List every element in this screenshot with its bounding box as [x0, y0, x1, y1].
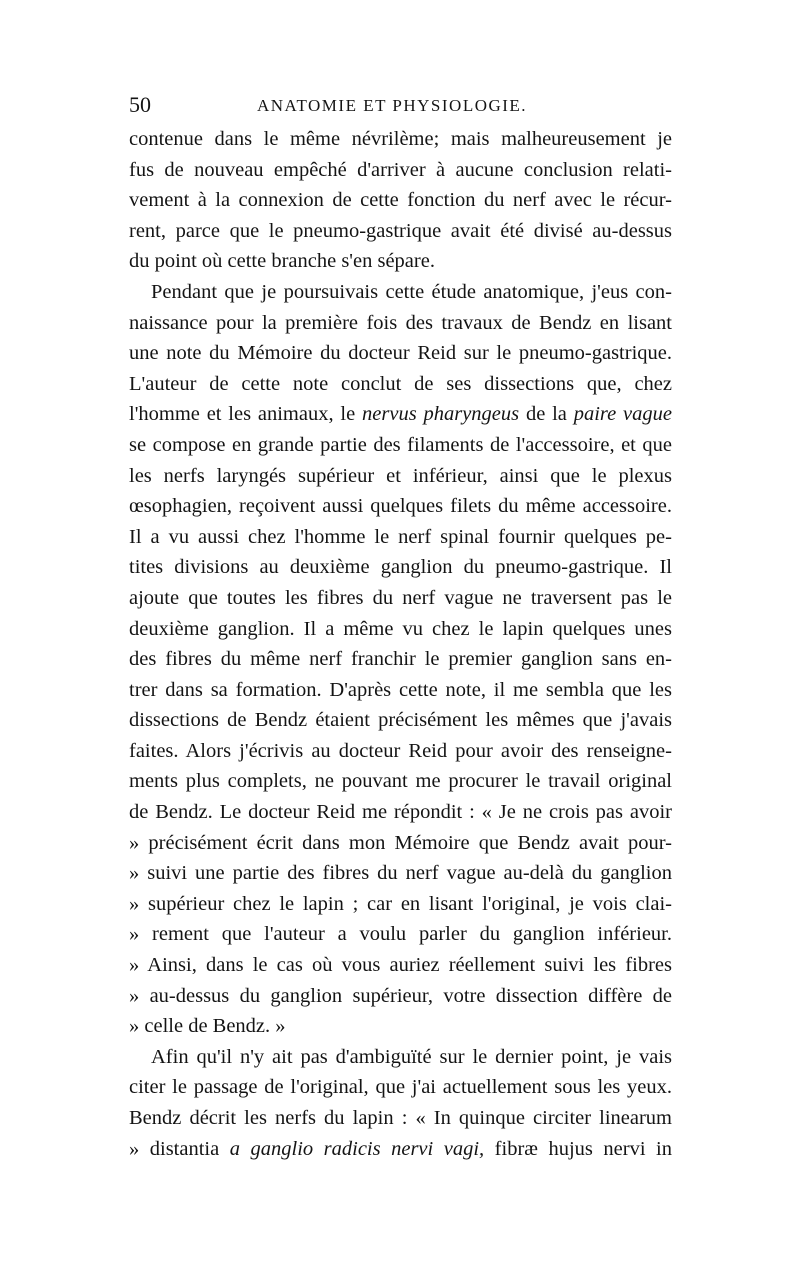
- text-line: » celle de Bendz. »: [129, 1015, 286, 1038]
- text-line: Bendz décrit les nerfs du lapin : « In quinque circiter linearum: [129, 1107, 672, 1129]
- running-title: ANATOMIE ET PHYSIOLOGIE.: [257, 96, 528, 115]
- text-line: L'auteur de cette note conclut de ses dissections que, chez: [129, 372, 672, 395]
- text-line: contenue dans le même névrilème; mais malheureusement je: [129, 128, 672, 150]
- text-line: l'homme et les animaux, le nervus pharyngeus de la paire vague: [129, 403, 672, 426]
- text-line: fus de nouveau empêché d'arriver à aucune conclusion relati-: [129, 158, 672, 181]
- text-line: Pendant que je poursuivais cette étude anatomique, j'eus con-: [151, 280, 672, 303]
- text-line: dissections de Bendz étaient précisément les mêmes que j'avais: [129, 709, 672, 732]
- body-text: [129, 124, 672, 1164]
- text-line: » précisément écrit dans mon Mémoire que Bendz avait pour-: [129, 831, 672, 854]
- text-line: une note du Mémoire du docteur Reid sur le pneumo-gastrique.: [129, 342, 672, 365]
- text-line: rent, parce que le pneumo-gastrique avait été divisé au-dessus: [129, 219, 672, 242]
- text-line: les nerfs laryngés supérieur et inférieur, ainsi que le plexus: [129, 464, 672, 487]
- text-line: naissance pour la première fois des travaux de Bendz en lisant: [129, 311, 672, 334]
- text-line: œsophagien, reçoivent aussi quelques filets du même accessoire.: [129, 495, 672, 518]
- text-line: tites divisions au deuxième ganglion du pneumo-gastrique. Il: [129, 556, 672, 579]
- text-line: ajoute que toutes les fibres du nerf vague ne traversent pas le: [129, 586, 672, 609]
- text-line: se compose en grande partie des filaments de l'accessoire, et que: [129, 433, 672, 456]
- text-line: trer dans sa formation. D'après cette note, il me sembla que les: [129, 678, 672, 701]
- text-line: Afin qu'il n'y ait pas d'ambiguïté sur le dernier point, je vais: [151, 1045, 672, 1068]
- text-line: du point où cette branche s'en sépare.: [129, 250, 435, 273]
- text-line: » rement que l'auteur a voulu parler du ganglion inférieur.: [129, 923, 672, 946]
- text-line: » Ainsi, dans le cas où vous auriez réellement suivi les fibres: [129, 954, 672, 977]
- text-line: citer le passage de l'original, que j'ai actuellement sous les yeux.: [129, 1076, 672, 1099]
- text-line: Il a vu aussi chez l'homme le nerf spinal fournir quelques pe-: [129, 525, 672, 548]
- text-line: vement à la connexion de cette fonction du nerf avec le récur-: [129, 189, 672, 212]
- text-line: » suivi une partie des fibres du nerf vague au-delà du ganglion: [129, 862, 672, 885]
- page-header: [129, 92, 672, 122]
- text-line: » supérieur chez le lapin ; car en lisant l'original, je vois clai-: [129, 892, 672, 915]
- text-line: faites. Alors j'écrivis au docteur Reid pour avoir des renseigne-: [129, 739, 672, 762]
- text-line: des fibres du même nerf franchir le premier ganglion sans en-: [129, 648, 672, 671]
- text-line: de Bendz. Le docteur Reid me répondit : « Je ne crois pas avoir: [129, 801, 672, 824]
- text-line: » au-dessus du ganglion supérieur, votre dissection diffère de: [129, 984, 672, 1007]
- page-number: 50: [129, 92, 151, 117]
- text-line: ments plus complets, ne pouvant me procurer le travail original: [129, 770, 672, 793]
- text-line: deuxième ganglion. Il a même vu chez le lapin quelques unes: [129, 617, 672, 640]
- text-line: » distantia a ganglio radicis nervi vagi, fibræ hujus nervi in: [129, 1137, 672, 1160]
